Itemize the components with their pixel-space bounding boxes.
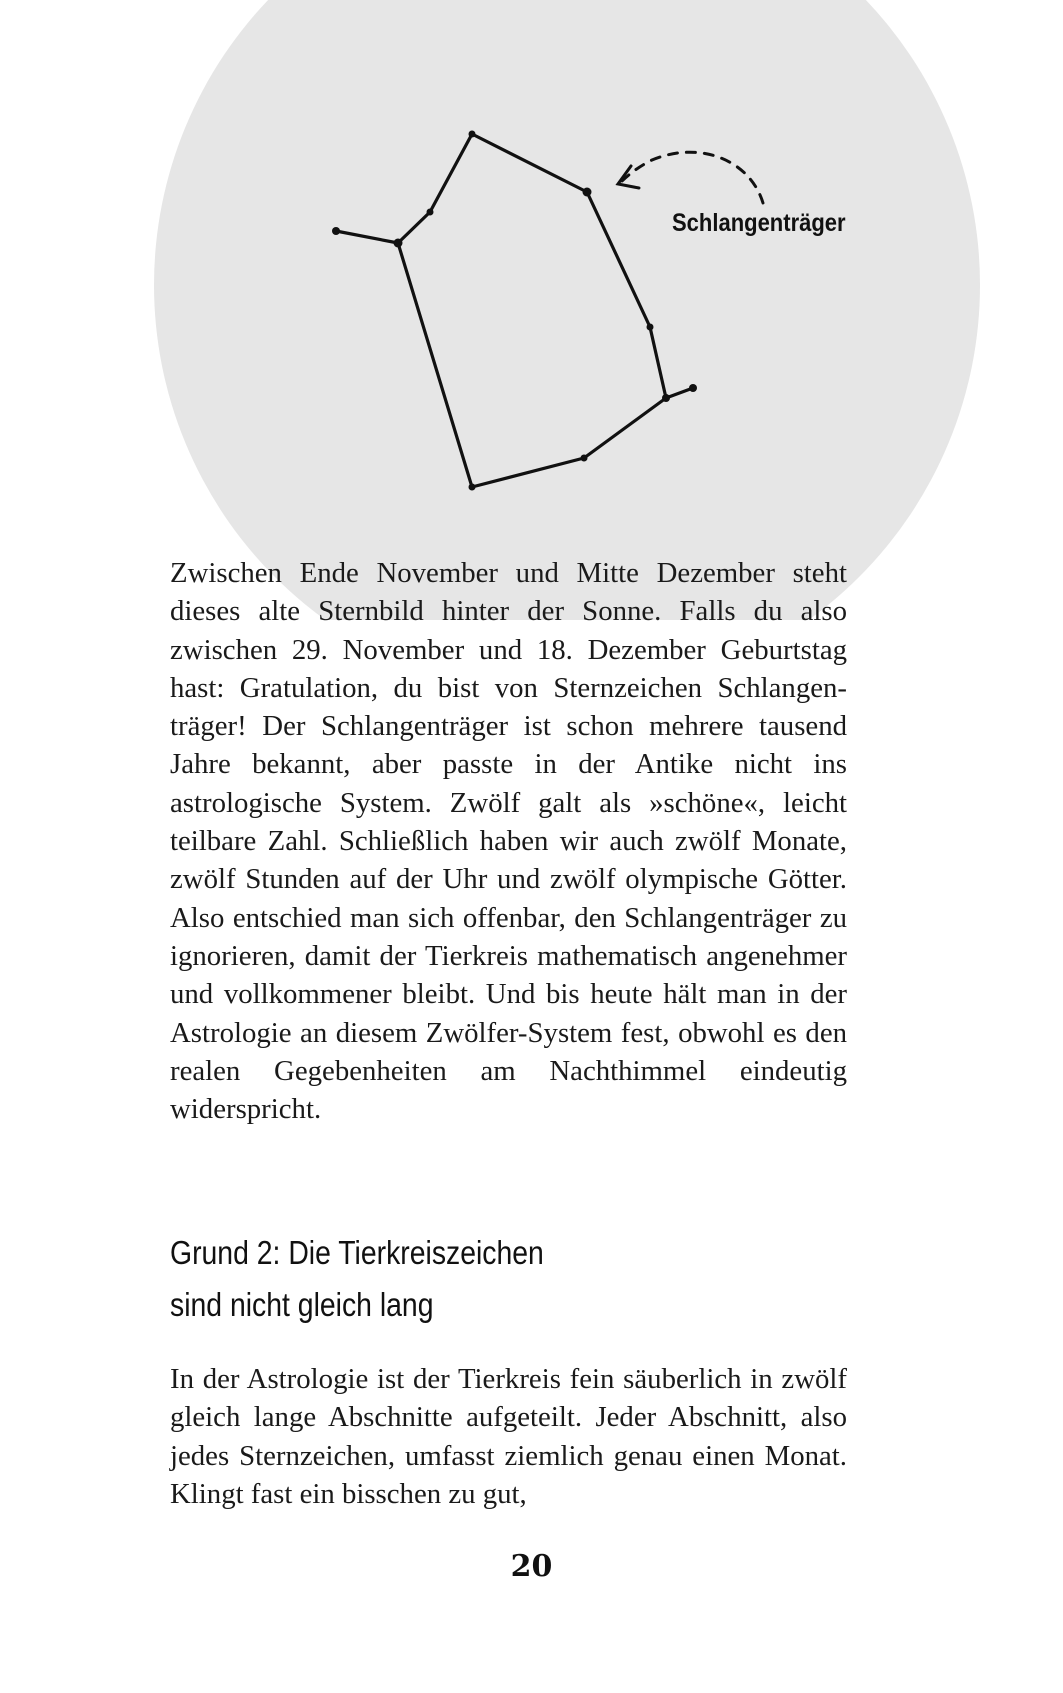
star: [662, 394, 670, 402]
body-paragraph: In der Astrologie ist der Tierkreis fein säuberlich in zwölf gleich lange Abschnitte aufgeteilt. Jeder Abschnitt, also jedes Sternzeichen, umfasst ziemlich genau einen Monat. Klingt fast ein bisschen zu gut,: [170, 1363, 847, 1510]
star: [394, 239, 403, 248]
heading-line: Grund 2: Die Tierkreiszeichen: [170, 1234, 544, 1271]
star: [689, 384, 697, 392]
constellation-illustration: [0, 0, 1063, 620]
section-heading: [170, 1227, 544, 1331]
star: [469, 484, 476, 491]
heading-line: sind nicht gleich lang: [170, 1286, 434, 1323]
background-circle: [154, 0, 980, 620]
star: [581, 455, 588, 462]
star: [469, 131, 476, 138]
star: [583, 188, 592, 197]
page-number: 20: [510, 1549, 553, 1584]
constellation-label: Schlangenträger: [672, 209, 846, 237]
star: [427, 209, 434, 216]
star: [332, 227, 340, 235]
body-paragraph: Zwischen Ende November und Mitte Dezember steht dieses alte Sternbild hinter der Sonne. Falls du also zwischen 29. November und 18. Dezember Geburtstag hast: Gratulation, du bist von Sternzeichen Schlangenträger! Der Schlangenträger ist schon mehrere tausend Jahre bekannt, aber passte in der Antike nicht ins astrologische System. Zwölf galt als »schöne«, leicht teilbare Zahl. Schließlich haben wir auch zwölf Monate, zwölf Stunden auf der Uhr und zwölf olympische Götter. Also entschied man sich offenbar, den Schlangenträger zu ignorieren, damit der Tierkreis mathematisch angenehmer und vollkommener bleibt. Und bis heute hält man in der Astrologie an diesem Zwölfer-System fest, obwohl es den realen Gegebenheiten am Nachthimmel eindeutig widerspricht.: [170, 557, 847, 1126]
star: [647, 324, 654, 331]
